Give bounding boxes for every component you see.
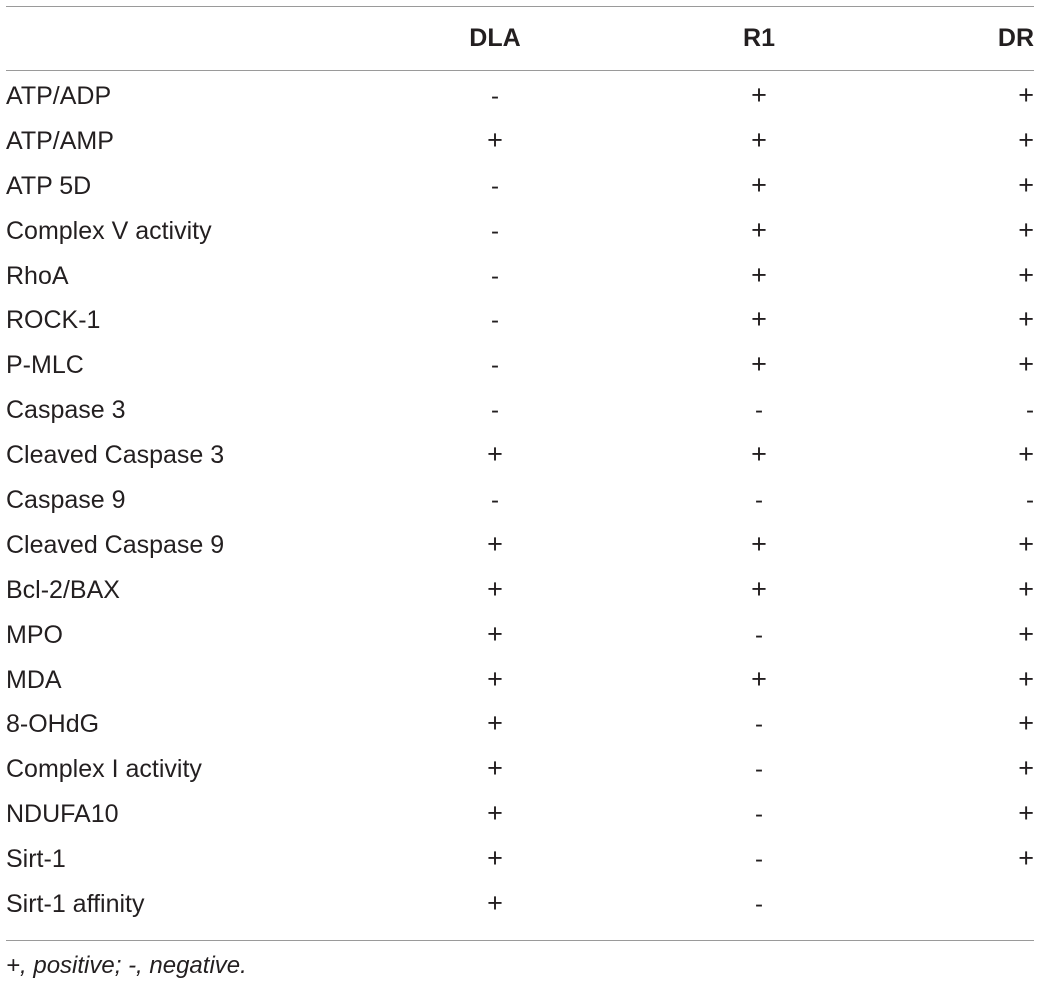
cell-r1	[654, 792, 864, 837]
cell-dr	[864, 119, 1034, 164]
table-row	[6, 747, 1034, 792]
positive-mark: +	[1018, 528, 1034, 559]
table-row	[6, 658, 1034, 703]
cell-dla	[336, 523, 654, 568]
cell-r1	[654, 882, 864, 927]
table-row	[6, 254, 1034, 299]
row-label: ATP 5D	[6, 171, 92, 200]
cell-r1	[654, 613, 864, 658]
row-label: ATP/AMP	[6, 126, 114, 155]
cell-dr	[864, 478, 1034, 523]
positive-mark: +	[487, 528, 503, 559]
cell-dr	[864, 882, 1034, 927]
positive-mark: +	[751, 349, 767, 380]
row-label: MDA	[6, 665, 62, 694]
negative-mark: -	[491, 486, 499, 514]
cell-dr	[864, 792, 1034, 837]
positive-mark: +	[751, 169, 767, 200]
positive-mark: +	[1018, 349, 1034, 380]
negative-mark: -	[491, 307, 499, 335]
positive-mark: +	[751, 528, 767, 559]
row-label: ROCK-1	[6, 306, 101, 335]
negative-mark: -	[491, 82, 499, 110]
negative-mark: -	[755, 711, 763, 739]
positive-mark: +	[1018, 439, 1034, 470]
header-r1: R1	[654, 7, 864, 71]
cell-dr	[864, 164, 1034, 209]
positive-mark: +	[1018, 259, 1034, 290]
row-label: P-MLC	[6, 351, 84, 380]
row-label: Caspase 3	[6, 396, 126, 425]
cell-r1	[654, 433, 864, 478]
cell-dla	[336, 702, 654, 747]
cell-dr	[864, 837, 1034, 882]
negative-mark: -	[491, 217, 499, 245]
positive-mark: +	[487, 798, 503, 829]
cell-dla	[336, 478, 654, 523]
cell-dr	[864, 523, 1034, 568]
cell-dr	[864, 254, 1034, 299]
positive-mark: +	[487, 708, 503, 739]
positive-mark: +	[1018, 753, 1034, 784]
header-row	[6, 7, 1034, 71]
table-row	[6, 298, 1034, 343]
table-row	[6, 119, 1034, 164]
table-row	[6, 613, 1034, 658]
table-row	[6, 71, 1034, 119]
positive-mark: +	[751, 304, 767, 335]
row-label: Complex V activity	[6, 216, 212, 245]
cell-r1	[654, 164, 864, 209]
cell-r1	[654, 837, 864, 882]
positive-mark: +	[1018, 843, 1034, 874]
cell-r1	[654, 298, 864, 343]
negative-mark: -	[755, 801, 763, 829]
cell-dla	[336, 882, 654, 927]
positive-mark: +	[751, 124, 767, 155]
cell-dr	[864, 658, 1034, 703]
negative-mark: -	[491, 262, 499, 290]
table-row	[6, 343, 1034, 388]
cell-r1	[654, 343, 864, 388]
header-dr: DR	[864, 7, 1034, 71]
positive-mark: +	[487, 887, 503, 918]
cell-r1	[654, 747, 864, 792]
cell-dla	[336, 209, 654, 254]
table-row	[6, 837, 1034, 882]
cell-dla	[336, 837, 654, 882]
row-label: Caspase 9	[6, 485, 126, 514]
positive-mark: +	[1018, 663, 1034, 694]
cell-dla	[336, 747, 654, 792]
positive-mark: +	[1018, 798, 1034, 829]
table-row	[6, 433, 1034, 478]
positive-mark: +	[751, 439, 767, 470]
table-row	[6, 882, 1034, 927]
cell-dr	[864, 209, 1034, 254]
row-label: Sirt-1	[6, 845, 66, 874]
cell-r1	[654, 702, 864, 747]
cell-dr	[864, 388, 1034, 433]
positive-mark: +	[1018, 708, 1034, 739]
negative-mark: -	[755, 621, 763, 649]
cell-dla	[336, 254, 654, 299]
negative-mark: -	[491, 352, 499, 380]
positive-mark: +	[1018, 304, 1034, 335]
negative-mark: -	[491, 172, 499, 200]
cell-dr	[864, 298, 1034, 343]
cell-dla	[336, 433, 654, 478]
cell-dr	[864, 433, 1034, 478]
cell-dla	[336, 792, 654, 837]
negative-mark: -	[1026, 486, 1034, 514]
row-label: Cleaved Caspase 9	[6, 530, 225, 559]
negative-mark: -	[755, 890, 763, 918]
cell-dla	[336, 613, 654, 658]
positive-mark: +	[751, 79, 767, 110]
table-row	[6, 792, 1034, 837]
header-label	[6, 7, 336, 71]
table-row	[6, 164, 1034, 209]
table-body	[6, 71, 1034, 927]
positive-mark: +	[1018, 124, 1034, 155]
table-row	[6, 478, 1034, 523]
cell-dla	[336, 658, 654, 703]
cell-dr	[864, 702, 1034, 747]
positive-mark: +	[487, 439, 503, 470]
row-label: Cleaved Caspase 3	[6, 441, 225, 470]
table-footnote: +, positive; -, negative.	[6, 952, 247, 979]
positive-mark: +	[1018, 214, 1034, 245]
positive-mark: +	[1018, 618, 1034, 649]
positive-mark: +	[487, 843, 503, 874]
cell-dr	[864, 747, 1034, 792]
results-table-container	[6, 6, 1034, 927]
negative-mark: -	[1026, 397, 1034, 425]
table-row	[6, 388, 1034, 433]
table-row	[6, 702, 1034, 747]
cell-dla	[336, 343, 654, 388]
positive-mark: +	[751, 214, 767, 245]
cell-dla	[336, 71, 654, 119]
row-label: MPO	[6, 620, 63, 649]
positive-mark: +	[1018, 79, 1034, 110]
cell-dla	[336, 119, 654, 164]
cell-r1	[654, 478, 864, 523]
cell-r1	[654, 254, 864, 299]
table-row	[6, 523, 1034, 568]
cell-dr	[864, 71, 1034, 119]
negative-mark: -	[755, 846, 763, 874]
cell-r1	[654, 388, 864, 433]
cell-r1	[654, 209, 864, 254]
row-label: Sirt-1 affinity	[6, 889, 145, 918]
bottom-rule	[6, 940, 1034, 941]
cell-r1	[654, 523, 864, 568]
positive-mark: +	[751, 573, 767, 604]
cell-r1	[654, 568, 864, 613]
positive-mark: +	[751, 663, 767, 694]
positive-mark: +	[487, 124, 503, 155]
header-dla: DLA	[336, 7, 654, 71]
cell-dr	[864, 568, 1034, 613]
negative-mark: -	[491, 397, 499, 425]
cell-dla	[336, 388, 654, 433]
positive-mark: +	[487, 618, 503, 649]
positive-mark: +	[487, 663, 503, 694]
cell-dr	[864, 613, 1034, 658]
row-label: Complex I activity	[6, 755, 202, 784]
negative-mark: -	[755, 397, 763, 425]
cell-dla	[336, 568, 654, 613]
row-label: Bcl-2/BAX	[6, 575, 120, 604]
cell-r1	[654, 119, 864, 164]
positive-mark: +	[751, 259, 767, 290]
negative-mark: -	[755, 486, 763, 514]
table-row	[6, 568, 1034, 613]
cell-dla	[336, 164, 654, 209]
negative-mark: -	[755, 756, 763, 784]
row-label: ATP/ADP	[6, 81, 112, 110]
results-table	[6, 6, 1034, 927]
cell-dla	[336, 298, 654, 343]
table-row	[6, 209, 1034, 254]
positive-mark: +	[487, 573, 503, 604]
cell-dr	[864, 343, 1034, 388]
cell-r1	[654, 658, 864, 703]
row-label: 8-OHdG	[6, 710, 100, 739]
positive-mark: +	[487, 753, 503, 784]
row-label: RhoA	[6, 261, 69, 290]
positive-mark: +	[1018, 169, 1034, 200]
positive-mark: +	[1018, 573, 1034, 604]
cell-r1	[654, 71, 864, 119]
row-label: NDUFA10	[6, 800, 119, 829]
